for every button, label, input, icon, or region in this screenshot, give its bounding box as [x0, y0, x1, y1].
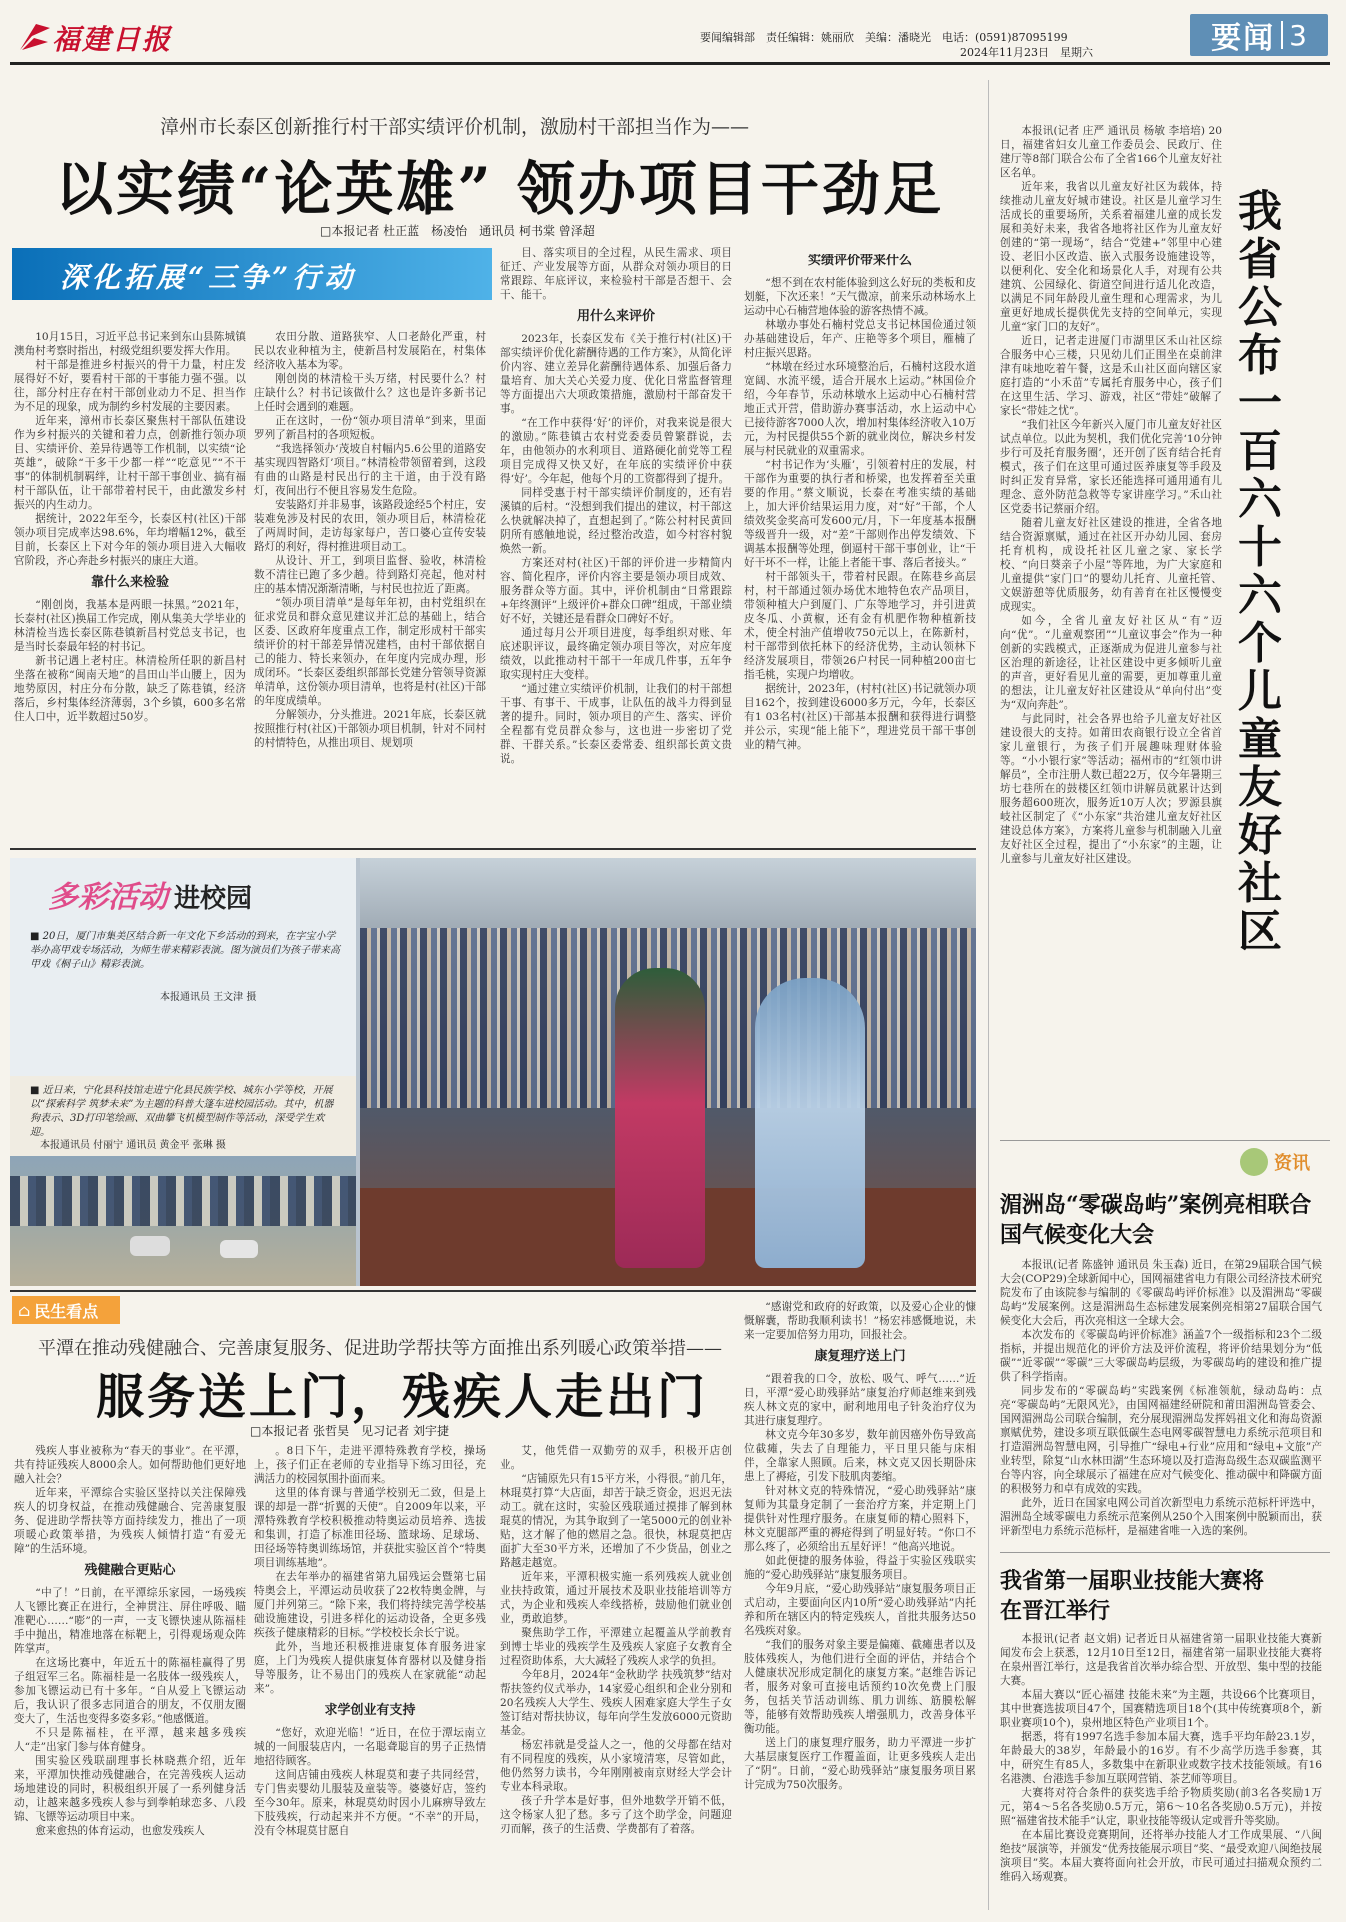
paragraph: 安装路灯并非易事，该路段途经5个村庄，安装难免涉及村民的农田，领办项目后，林清检花了两周时间，走访每家每户，苦口婆心宣传安装路灯的利好，得村推进项目动工。 [254, 499, 486, 553]
article1-banner [12, 248, 492, 300]
paragraph: “领办项目清单”是每年年初，由村党组织在征求党员和群众意见建议并汇总的基础上，结合区委、区政府年度重点工作，制定形成村干部实绩评价的村干部差异情况建档，由村干部依据自己的能力、特长来领办，在年度内完成办理，形成闭环。“长泰区委组织部部长党建分管领导资源单清单，这份领办项目清单，也将是村(社区)干部的年度成绩单。 [254, 597, 486, 707]
paragraph: “村书记作为‘头雁’，引领着村庄的发展，村干部作为重要的执行者和桥梁，也发挥着至关重要的作用。”蔡文顺说，长泰在考准实绩的基础上，加大评价结果运用力度，对“好”干部，个人绩效奖金奖高可发600元/月，下一年度基本报酬等级晋升一级，对“差”干部则作出停发绩效、下调基本报酬等处理，倒逼村干部干事创业，让“干好干坏不一样，让能上者能干事、落后者接头。” [744, 459, 976, 569]
paragraph: 据统计，2023年，(村村(社区)书记就领办项目162个，按到建设6000多万元，今年，长泰区有1 03名村(社区)干部基本报酬和获得进行调整并公示，实现“能上能下”，理进党员干部干事创业的精气神。 [744, 683, 976, 751]
opera-photo [360, 858, 976, 1286]
article1-column-4 [744, 254, 976, 840]
article1-byline: □本报记者 杜正蓝 杨凌怡 通讯员 柯书棠 曾泽超 [320, 224, 595, 238]
article2-subhead-2: 求学创业有支持 [324, 1703, 416, 1718]
paragraph: 从设计、开工，到项目监督、验收，林清检数不清往已跑了多少趟。待到路灯亮起，他对村庄的基本情况渐渐清晰，与村民也拉近了距离。 [254, 555, 486, 595]
paragraph: 近年来，平潭综合实验区坚持以关注保障残疾人的切身权益，在推动残健融合、完善康复服务、促进助学帮扶等方面持续发力，推出了一项项暖心政策举措，为残疾人倾情打造“有爱无障”的生活环境。 [14, 1487, 246, 1555]
paragraph: 村干部是推进乡村振兴的骨干力量，村庄发展得好不好，要看村干部的干事能力强不强。以往，部分村庄存在村干部创业动力不足、担当作为不足的现象，成为制约乡村发展的主要因素。 [14, 359, 246, 413]
paragraph: 。8日下午，走进平潭特殊教育学校，操场上，孩子们正在老师的专业指导下练习田径，充满活力的校园氛围扑面而来。 [254, 1445, 486, 1485]
paragraph: 今年9月底，“爱心助残驿站”康复服务项目正式启动，主要面向区内10所“爱心助残驿站”内托养和所在辖区内的特定残疾人，首批共服务达50名残疾对象。 [744, 1583, 976, 1637]
photo-feature [10, 858, 976, 1286]
article1-headline: 以实绩“论英雄” 领办项目干劲足 [55, 155, 944, 223]
page-number: 3 [1289, 18, 1307, 52]
paragraph: “刚创岗，我基本是两眼一抹黑。”2021年，长泰村(社区)换届工作完成，刚从集美大学毕业的林清检当选长泰区陈巷镇新昌村党总支书记，也是当时长泰最年轻的村书记。 [14, 599, 246, 653]
paragraph: 如今，全省儿童友好社区从“有”迈向“优”。“儿童观察团”“儿童议事会”作为一种创新的实践模式，正逐渐成为促进儿童参与社区治理的新途径，让社区建设中更多倾听儿童的声音，更好看见儿童的需要，更加尊重儿童的想法，让儿童友好社区建设从“单向付出”变为“双向奔赴”。 [1000, 615, 1222, 711]
paragraph: 本报讯(记者 赵文娟) 记者近日从福建省第一届职业技能大赛新闻发布会上获悉，12月10日至12日，福建省第一届职业技能大赛将在泉州晋江举行，这是我省首次举办综合型、开放型、集中型的技能大赛。 [1000, 1633, 1322, 1687]
paragraph: 分解领办，分头推进。2021年底，长泰区就按照推行村(社区)干部领办项目机制，针对不同村的村情特色，从推出项目、规划项 [254, 709, 486, 749]
house-icon: ⌂ [18, 1300, 31, 1320]
article2-subhead-3: 康复理疗送上门 [814, 1349, 906, 1364]
article2-subhead-1: 残健融合更贴心 [84, 1563, 176, 1578]
section-divider [1281, 21, 1283, 49]
paragraph: 聚焦助学工作，平潭建立起覆盖从学前教育到博士毕业的残疾学生及残疾人家庭子女教育全过程资助体系，大大减轻了残疾人求学的负担。 [500, 1627, 732, 1667]
paragraph: 孩子升学本是好事，但外地数学开销不低，这令杨家人犯了愁。多亏了这个助学金，问题迎刃而解，孩子的生活费、学费都有了着落。 [500, 1795, 732, 1835]
paragraph: “感谢党和政府的好政策，以及爱心企业的慷慨解囊，帮助我顺利读书！”杨宏祎感慨地说，未来一定要加倍努力用功，回报社会。 [744, 1301, 976, 1341]
paragraph: “我们社区今年新兴入厦门市儿童友好社区试点单位。以此为契机，我们优化完善‘10分钟步行可及托育服务圈’，还开创了医育结合托育模式，孩子们在这里可通过医养康复等手段及时纠正发育异常，家长还能选择可通用通有儿理念、意外防范急救等专家讲座学习。”禾山社区党委书记蔡丽介绍。 [1000, 419, 1222, 515]
newspaper-logo-icon [18, 22, 52, 52]
paragraph: 愈来愈热的体育运动，也愈发残疾人 [35, 1825, 205, 1837]
article1-bottom-rule [10, 848, 976, 850]
paragraph: 本次发布的《零碳岛屿评价标准》涵盖7个一级指标和23个二级指标，并提出规范化的评价方法及评价流程，将评价结果划分为“低碳”“近零碳”“零碳”三大零碳岛屿层级，为零碳岛屿的建设和推广提供了科学指南。 [1000, 1329, 1322, 1383]
section-tab [1190, 14, 1328, 56]
article1-column-1 [14, 330, 246, 840]
photo-banner [48, 872, 252, 916]
sidebar-story3-headline: 我省第一届职业技能大赛将在晋江举行 [1000, 1568, 1265, 1624]
paragraph: 如此便捷的服务体验，得益于实验区残联实施的“爱心助残驿站”康复服务项目。 [744, 1555, 976, 1581]
paragraph: 随着儿童友好社区建设的推进，全省各地结合资源禀赋，通过在社区开办幼儿园、套房托育机构，成设托社区儿童之家、家长学校、“向日葵亲子小屋”等阵地，为广大家庭和儿童提供“家门口”的婴幼儿托育、儿童托管、文娱游憩等优质服务，幼有善育在社区慢慢变成现实。 [1000, 517, 1222, 613]
robot-dog-photo [10, 1156, 356, 1286]
paragraph: 据统计，2022年至今，长泰区村(社区)干部领办项目完成率达98.6%，年均增幅12%，截至目前，长泰区上下对今年的领办项目进入大幅收官阶段，齐心奔赴乡村振兴的康庄大道。 [14, 513, 246, 567]
paragraph: 送上门的康复理疗服务，助力平潭进一步扩大基层康复医疗工作覆盖面，让更多残疾人走出了“阴”。日前，“爱心助残驿站”康复服务项目累计完成为750次服务。 [744, 1737, 976, 1791]
article1-subhead-1: 靠什么来检验 [90, 575, 169, 590]
masthead [0, 0, 1346, 62]
article2-headline: 服务送上门，残疾人走出门 [96, 1369, 709, 1425]
paragraph: “通过建立实绩评价机制，让我们的村干部想干事、有事干、干成事，让队伍的战斗力得到显著的提升。同时，领办项目的产生、落实、评价全程都有党员群众参与，这也进一步密切了党群、干群关系。”长泰区委常委、组织部长黄文贵说。 [500, 683, 732, 765]
paragraph: 刚创岗的林清检干头万绪，村民要什么？村庄缺什么？村书记该做什么？这也是许多新书记上任时会遇到的难题。 [254, 373, 486, 413]
caption-panel-2 [10, 1076, 356, 1156]
paragraph: 针对林文克的特殊情况，“爱心助残驿站”康复师为其量身定制了一套治疗方案，并定期上门提供针对性理疗服务。在康复师的精心照料下，林文克腿部严重的褥疮得到了明显好转。“你口不那么疼了，必须给出五星好评！”他高兴地说。 [744, 1485, 976, 1553]
paragraph: 林墩办事处石楠村党总支书记林国俭通过领办基础建设后，年产、庄艳等多个项目，雁楠了村庄振兴思路。 [744, 319, 976, 359]
issue-date: 2024年11月23日 星期六 [960, 46, 1093, 59]
paragraph: 艾，他凭借一双勤劳的双手，积极开店创业。 [500, 1445, 732, 1471]
paragraph: 不只是陈福桂，在平潭，越来越多残疾人“走”出家门参与体育健身。 [14, 1727, 246, 1753]
paragraph: 围实验区残联副理事长林晓燕介绍，近年来，平潭加快推动残健融合，在完善残疾人运动场地建设的同时，积极组织开展了一系列健身活动，让越来越多残疾人参与到拳帕球恋多、八段锦、飞镖等运动项目中来。 [14, 1755, 246, 1823]
article2-column-4 [744, 1300, 976, 1914]
sidebar-story2-headline: 湄洲岛“零碳岛屿”案例亮相联合国气候变化大会 [1000, 1192, 1312, 1248]
paragraph: 今年8月，2024年“金秋助学 扶残筑梦”结对帮扶签约仪式举办，14家爱心组织和企业分别和20名残疾人大学生、残疾人困难家庭大学生子女签订结对帮扶协议，每年向学生发放6000元资助基金。 [500, 1669, 732, 1737]
paragraph: 村干部领头干，带着村民跟。在陈巷乡高层村，村干部通过领办场优木地特色农产品项目，带领种植大户到厦门、广东等地学习，并引进黄皮冬瓜、小黄椒，还有金有机肥作物种植新技术，使全村油产值增收750元以上，在陈新村，村干部带到依托林下的经济优势，主动认领林下经济发展项目，带领26户村民一同种植200亩七指毛桃，实现户均增收。 [744, 571, 976, 681]
sidebar-story1-body [1000, 124, 1222, 1134]
article2-kicker: 平潭在推动残健融合、完善康复服务、促进助学帮扶等方面推出系列暖心政策举措—— [38, 1338, 722, 1359]
paragraph: 在去年举办的福建省第九届残运会暨第七届特奥会上，平潭运动员收获了22枚特奥金牌，与厦门并列第三。“除下来，我们将持续完善学校基础设施建设，引进多样化的运动设备，全更多残疾孩子健康精彩的目标。”学校校长余长宁说。 [254, 1571, 486, 1639]
article1-subhead-3: 实绩评价带来什么 [807, 254, 912, 268]
article1-column-3 [500, 246, 732, 840]
photo-caption-1: ■ 20日，厦门市集美区结合新一年文化下乡活动的到来，在字宝小学举办高甲戏专场活动，为师生带来精彩表演。图为演员们为孩子带来高甲戏《桐子山》精彩表演。 [30, 931, 340, 970]
photo-banner-suffix: 进校园 [174, 884, 253, 914]
paragraph: 在这场比赛中，年近五十的陈福桂赢得了男子组冠军三名。陈福桂是一名肢体一级残疾人，参加飞镖运动已有十多年。“自从爱上飞镖运动后，我认识了很多志同道合的朋友，不仅朋友圈变大了，生活也变得多姿多彩。”他感慨道。 [14, 1657, 246, 1725]
paragraph: 与此同时，社会各界也给予儿童友好社区建设很大的支持。如莆田农商银行设立全省首家儿童银行，为孩子们开展趣味理财体验等。“小小银行家”等活动；福州市的“红领巾讲解员”，全市注册人数已超22万，仅今年暑期三坊七巷所在的鼓楼区红领巾讲解员就累计达到服务超600班次，服务近10万人次；罗源县旗岐社区制定了《“小东家”共治建儿童友好社区建设总体方案》，方案将儿童参与机制融入儿童友好社区全过程，提出了“小东家”的主题，让儿童参与儿童友好社区建设。 [1000, 713, 1222, 865]
sidebar-tag-text: 资讯 [1274, 1153, 1310, 1174]
students-crowd [10, 1176, 356, 1226]
article1-kicker: 漳州市长泰区创新推行村干部实绩评价机制，激励村干部担当作为—— [160, 116, 750, 138]
paragraph: 近年来，我省以儿童友好社区为载体，持续推动儿童友好城市建设。社区是儿童学习生活成长的重要场所，关系着福建儿童的成长发展和美好未来，我省各地将社区作为儿童友好创建的“第一现场”，结合“党建+”邻里中心建设、老旧小区改造、嵌入式服务设施建设等，以便利化、安全化和场景化人手，对现有公共建筑、公园绿化、街道空间进行适儿化改造，以满足不同年龄段儿童生理和心理需求，为儿童更好地成长提供优先支持的空间单元，实现儿童“家门口的友好”。 [1000, 181, 1222, 333]
paragraph: 本届大赛以“匠心福建 技能未来”为主题，共设66个比赛项目，其中世赛选拔项目47个，国赛精选项目18个(其中传统赛项8个，新职业赛项10个)，泉州地区特色产业项目1个。 [1000, 1689, 1322, 1729]
article1-banner-text: 深化拓展“三争”行动 [60, 261, 357, 294]
article1-subhead-2: 用什么来评价 [576, 309, 655, 324]
article1-column-2 [254, 330, 486, 840]
paragraph: “跟着我的口令，放松、吸气、呼气……”近日，平潭“爱心助残驿站”康复治疗师赵维来到残疾人林文克的家中，耐利地用电子针灸治疗仪为其进行康复理疗。 [744, 1373, 976, 1427]
paragraph: “林墩在经过水环境整治后，石楠村这段水道宽阔、水流平缓，适合开展水上运动。”林国俭介绍，今年春节，乐动林墩水上运动中心石楠村营地正式开营，借助游办赛事活动，水上运动中心已接待游客7000人次，增加村集体经济收入10万元，为村民提供55个新的就业岗位，解决乡村发展与村民就业的双重需求。 [744, 361, 976, 457]
article2-tag-text: 民生看点 [34, 1301, 99, 1321]
paragraph: 这里的体育课与普通学校别无二致，但是上课的却是一群“折翼的天使”。自2009年以来，平潭特殊教育学校积极推动特奥运动员培养、选拔和集训，打造了标准田径场、篮球场、足球场、田径场等特奥训练场馆，并获批实验区首个“特奥项目训练基地”。 [254, 1487, 486, 1569]
section-title: 要闻 [1211, 21, 1276, 56]
article2-column-1 [14, 1444, 246, 1914]
robot-dog-icon [220, 1240, 258, 1258]
paragraph: 10月15日，习近平总书记来到东山县陈城镇澳角村考察时指出，村级党组织要发挥大作用。 [14, 331, 246, 357]
masthead-rule [10, 62, 1330, 65]
paragraph: 大赛将对符合条件的获奖选手给予物质奖励(前3名各奖励1万元，第4～5名各奖励0.5万元，第6～10名各奖励0.5万元)，并按照“福建省技术能手”认定，职业技能等级认定或晋升等奖励。 [1000, 1787, 1322, 1827]
paragraph: 这间店铺由残疾人林琨莫和妻子共同经营，专门售卖婴幼儿服装及童装等。婆婆好店，签约至今30年。原来，林琨莫幼时因小儿麻痹导致左下肢残疾，行动起来并不方便。“不幸”的开局，没有令林琨莫甘愿自 [254, 1769, 486, 1837]
paragraph: 近日，记者走进厦门市湖里区禾山社区综合服务中心三楼，只见幼儿们正围坐在桌前津津有味地吃着午餐，这是禾山社区面向辖区家庭打造的“小禾苗”专属托育服务中心，孩子们在这里生活、学习、游戏，社区“带娃”破解了家长“带娃之忧”。 [1000, 335, 1222, 417]
sidebar-divider [988, 80, 989, 1910]
paragraph: “店铺原先只有15平方米，小得很。”前几年，林琨莫打算“大店面，却苦于缺乏资金，迟迟无法动工。就在这时，实验区残联通过摸排了解到林琨莫的情况，为其争取到了一笔5000元的创业补贴，这才解了他的燃眉之急。很快，林琨莫把店面扩大至30平方米，还增加了不少货品，创业之路越走越宽。 [500, 1473, 732, 1569]
newspaper-logo: 福建日报 [52, 23, 173, 56]
performer-left [615, 968, 705, 1268]
sidebar-story1-headline: 我省公布一百六十六个儿童友好社区 [1238, 186, 1282, 957]
info-icon [1240, 1148, 1268, 1176]
paragraph: 同样受惠于村干部实绩评价制度的，还有岩溪镇的后村。“没想到我们提出的建议，村干部这么快就解决掉了，直想起到了。”陈公村村民黄回阴所有感触地说，经过整治改造，如今村容村貌焕然一新。 [500, 487, 732, 555]
paragraph: 此外，当地还积极推进康复体育服务进家庭，上门为残疾人提供康复体育器材以及健身指导等服务，让不易出门的残疾人在家就能“动起来”。 [254, 1641, 486, 1695]
paragraph: 方案还对村(社区)干部的评价进一步精简内容、简化程序，评价内容主要是领办项目成效、服务群众等方面。其中，评价机制由“日常跟踪+年终测评”上级评价+群众口碑”组成，干部业绩好不好，关键还是看群众口碑好不好。 [500, 557, 732, 625]
paragraph: 近年来，漳州市长泰区聚焦村干部队伍建设作为乡村振兴的关键和着力点，创新推行领办项目、实绩评价、差异待遇等工作机制，以实绩“论英雄”，破除“干多干少都一样”“吃意见”“不干事”的体制机制羁绊，让村干部干事创业、搞有福村干部队伍，让干部带着村民干，由此激发乡村振兴的内生动力。 [14, 415, 246, 511]
sidebar-rule-1 [1000, 1140, 1330, 1141]
paragraph: “在工作中获得‘好’的评价，对我来说是很大的激励。”陈巷镇古农村党委委员曾繁群说，去年，由他领办的水利项目、道路硬化前党等工程项目完成得又快又好，在年底的实绩评价中获得‘好’。今年起，他每个月的工资都得到了提升。 [500, 417, 732, 485]
paragraph: 农田分散、道路狭窄、人口老龄化严重，村民以农业种植为主，使新昌村发展陷在，村集体经济收入基本为零。 [254, 331, 486, 371]
photo-banner-text: 多彩活动 [48, 880, 168, 915]
caption-panel [10, 858, 356, 1076]
paragraph: 杨宏祎就是受益人之一，他的父母都在结对有不同程度的残疾，从小家境清寒，尽管如此，他仍然努力读书，今年刚刚被南京财经大学会计专业本科录取。 [500, 1739, 732, 1793]
paragraph: 近年来，平潭积极实施一系列残疾人就业创业扶持政策，通过开展技术及职业技能培训等方式，为企业和残疾人牵线搭桥，鼓励他们就业创业，勇敢追梦。 [500, 1571, 732, 1625]
paragraph: “中了！”日前，在平潭综乐家园，一场残疾人飞镖比赛正在进行，全神贯注、屏住呼吸、瞄准靶心……“嘭”的一声，一支飞镖快速从陈福桂手中抛出，精准地落在标靶上，引得观场观众阵阵掌声。 [14, 1587, 246, 1655]
paragraph: 目、落实项目的全过程，从民生需求、项目征迁、产业发展等方面，从群众对领办项目的日常跟踪、年底评议，来检验村干部是否想干、会干、能干。 [500, 247, 732, 301]
photo-credit-1: 本报通讯员 王文津 摄 [160, 992, 257, 1003]
paragraph: “我选择领办‘茂坡自村幅内5.6公里的道路安基实现四智路灯’项目。”林清检带领留着到，这段有曲的山路是村民出行的主干道，由于没有路灯，夜间出行不便且容易发生危险。 [254, 443, 486, 497]
sidebar-tag [1240, 1148, 1310, 1176]
paragraph: “想不到在农村能体验到这么好玩的类板和皮划艇，下次还来！”天气微凉，前来乐动林场水上运动中心石楠营地体验的游客热情不减。 [744, 277, 976, 317]
paragraph: 同步发布的“零碳岛屿”实践案例《标准领航，绿动岛屿：点亮“零碳岛屿”无限风光》，由国网福建经研院和莆田湄洲岛管委会、国网湄洲岛公司联合编制，充分展现湄洲岛发挥妈祖文化和海岛资源禀赋优势，建设多项互联低碳生态电网零碳智慧电力系统示范项目和打造湄洲岛智慧电网，引导推广“绿电+行业”应用和“绿电+文旅”产业转型，除复“山水林田湖”生态环境以及打造海岛级生态双碳监测平台等内容，向全球展示了福建在应对气候变化、推动碳中和降碳方面的积极努力和卓有成效的实践。 [1000, 1385, 1322, 1495]
editor-line: 要闻编辑部 责任编辑：姚丽欣 美编：潘晓光 电话：(0591)87095199 [700, 31, 1068, 44]
paragraph: 通过每月公开项目进度，每季组织对账、年底述职评议，最终确定领办项目等次，对应年度绩效，以此推动村干部干一年成几件事，五年争取实现村庄大变样。 [500, 627, 732, 681]
paragraph: 此外，近日在国家电网公司首次新型电力系统示范标杆评选中，湄洲岛全域零碳电力系统示范案例从250个入围案例中脱颖而出，获评新型电力系统示范标杆，是福建省唯一入选的案例。 [1000, 1497, 1322, 1537]
performer-right [755, 978, 865, 1268]
paragraph: 在本届比赛设竞赛期间，还将举办技能人才工作成果展、“八闽绝技”展演等，并颁发“优秀技能展示项目”奖、“最受欢迎八闽绝技展演项目”奖。本届大赛将面向社会开放，市民可通过扫描观众预约二维码入场观赛。 [1000, 1829, 1322, 1883]
paragraph: “您好，欢迎光临！”近日，在位于潭坛南立城的一间服装店内，一名聪聋聪盲的男子正热情地招待顾客。 [254, 1727, 486, 1767]
photo-bottom-rule [10, 1290, 976, 1292]
robot-dog-icon [130, 1236, 170, 1256]
paragraph: 据悉，将有1997名选手参加本届大赛，选手平均年龄23.1岁，年龄最大的38岁，年龄最小的16岁。有不少高学历选手参赛，其中，研究生有85人，多数集中在新职业或数字技术技能领域。有16名港澳、台港选手参加互联网营销、茶艺师等项目。 [1000, 1731, 1322, 1785]
article2-tag [12, 1296, 120, 1324]
paragraph: 本报讯(记者 庄严 通讯员 杨敏 李培培) 20日，福建省妇女儿童工作委员会、民政厅、住建厅等8部门联合公布了全省166个儿童友好社区名单。 [1000, 125, 1222, 179]
sidebar-story3-body [1000, 1632, 1322, 1914]
paragraph: 新书记遇上老村庄。林清检所任职的新昌村坐落在被称“闽南天地”的昌田山半山腰上，因为地势原因，村庄分布分散，缺乏了陈巷镇，经济落后，乡村集体经济薄弱，3个乡镇，600多名常住人口中，近半数超过50岁。 [14, 655, 246, 723]
paragraph: 本报讯(记者 陈盛钟 通讯员 朱玉森) 近日，在第29届联合国气候大会(COP29)全球新闻中心，国网福建省电力有限公司经济技术研究院发布了由该院参与编制的《零碳岛屿评价标准》以及湄洲岛“零碳岛屿”发展案例。这是湄洲岛生态标建发展案例亮相第27届联合国气候变化大会后，再次亮相这一全球大会。 [1000, 1259, 1322, 1327]
article2-byline: □本报记者 张哲昊 见习记者 刘宇捷 [250, 1424, 449, 1438]
photo-credit-2: 本报通讯员 付丽宁 通讯员 黄金平 张琳 摄 [40, 1140, 226, 1151]
article2-column-3 [500, 1444, 732, 1914]
paragraph: 2023年，长泰区发布《关于推行村(社区)干部实绩评价优化薪酬待遇的工作方案》，从简化评价内容、建立差异化薪酬待遇体系、加强后备力量培育、加大关心关爱力度、优化日常监督管理等方面提出六大项政策措施，激励村干部奋发干事。 [500, 333, 732, 415]
paragraph: 林文克今年30多岁，数年前因癌外伤导致高位截瘫，失去了自理能力，平日里只能与床相伴，全靠家人照顾。后来，林文克又因长期卧床患上了褥疮，引发下肢肌肉萎缩。 [744, 1429, 976, 1483]
photo-caption-2: ■ 近日来，宁化县科技馆走进宁化县民族学校、城东小学等校，开展以“探索科学 筑梦未来”为主题的科普大篷车进校园活动。其中，机器狗表示、3D打印笔绘画、双曲攀飞机模型制作等活动，深受学生欢迎。 [30, 1085, 334, 1138]
paragraph: 残疾人事业被称为“春天的事业”。在平潭，共有持证残疾人8000余人。如何帮助他们更好地融入社会？ [14, 1445, 246, 1485]
paragraph: “我们的服务对象主要是偏瘫、截瘫患者以及肢体残疾人，为他们进行全面的评估，并结合个人健康状况形成定制化的康复方案。”赵维告诉记者，服务对象可直接电话预约10次免费上门服务，包括关节活动训练、肌力训练、筋膜松解等，能够有效帮助残疾人增强肌力，改善身体平衡功能。 [744, 1639, 976, 1735]
article2-column-2 [254, 1444, 486, 1914]
sidebar-rule-2 [1000, 1552, 1330, 1553]
paragraph: 正在这时，一份“领办项目清单”到来，里面罗列了新昌村的各项短板。 [254, 415, 486, 441]
